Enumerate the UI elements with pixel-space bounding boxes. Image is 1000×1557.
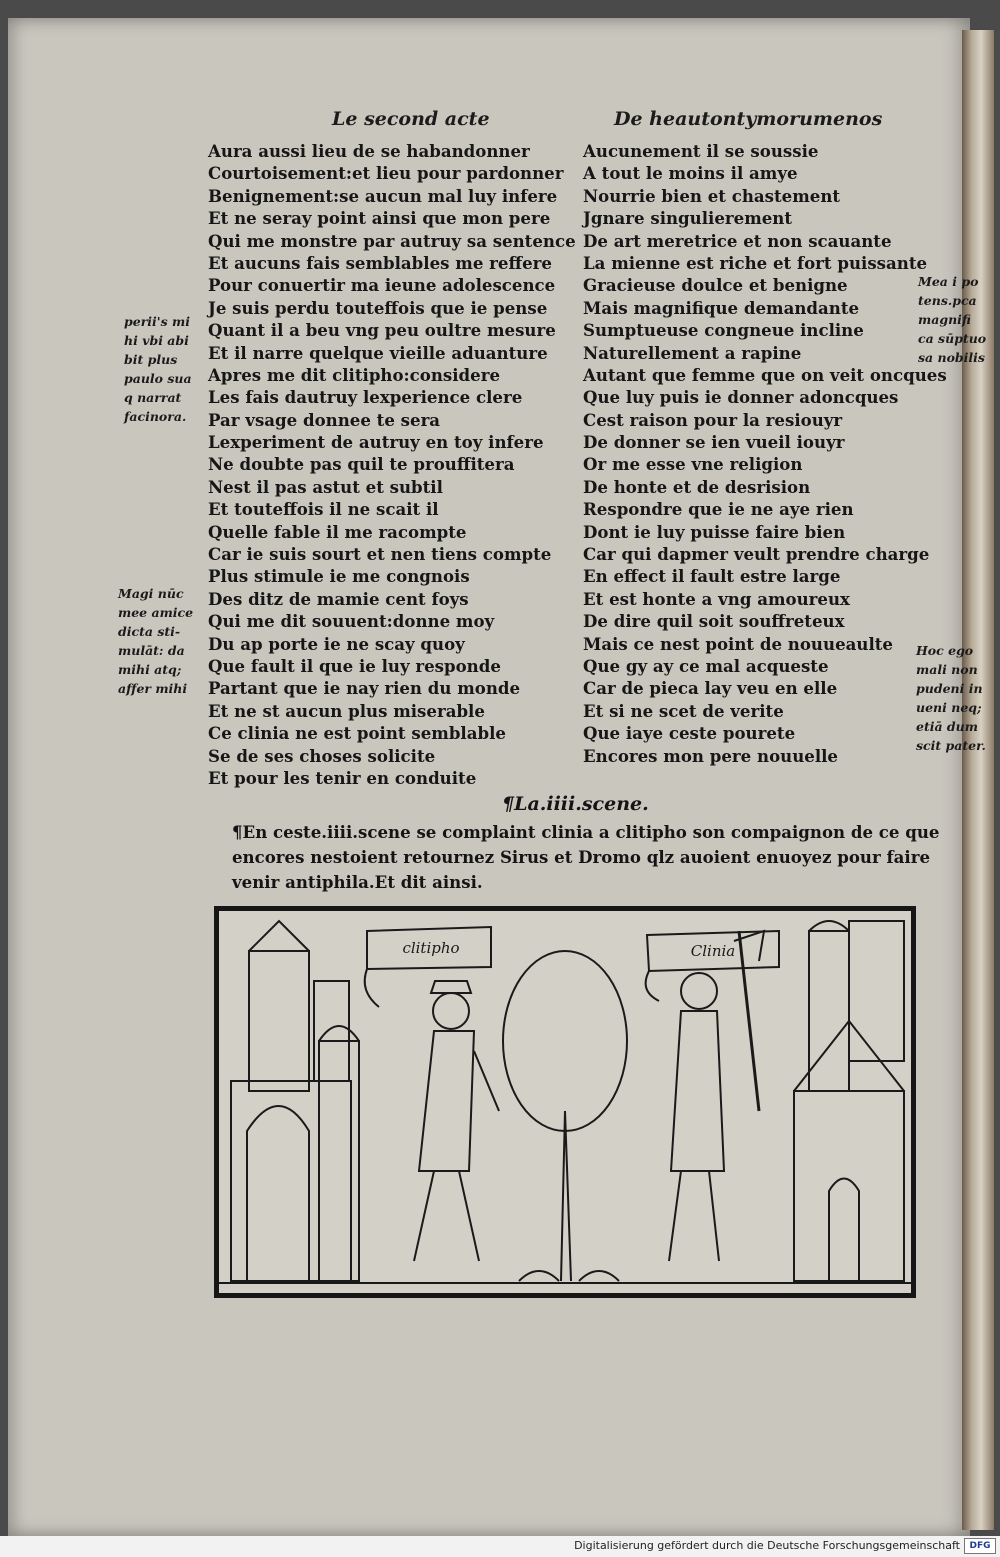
verse-line: Les fais dautruy lexperience clere [208,387,523,408]
marginal-gloss-right-1 [918,272,986,367]
banner-right-label: Clinia [690,942,736,960]
scene-argument [232,820,940,895]
gloss-line: hi vbi abi [124,333,189,348]
tree-trunk [561,1111,571,1281]
verse-line: Aura aussi lieu de se habandonner [208,141,530,161]
verse-line: Autant que femme que on veit oncques [583,364,947,385]
gloss-line: mee amice [118,605,194,620]
gloss-line: mihi atq; [118,662,182,677]
footer-credit: Digitalisierung gefördert durch die Deutsche Forschungsgemeinschaft [574,1539,960,1552]
gloss-line: pudeni in [916,681,983,696]
verse-line: Qui me dit souuent:donne moy [208,611,495,632]
gloss-line: Magi nūc [118,586,184,601]
banner-left-label: clitipho [402,939,460,957]
verse-line: Plus stimule ie me congnois [208,566,470,587]
verse-line: Courtoisement:et lieu pour pardonner [208,163,564,184]
verse-line: Encores mon pere nouuelle [583,745,838,766]
verse-line: Benignement:se aucun mal luy infere [208,185,558,206]
verse-line: Jgnare singulierement [583,208,793,229]
page-edge [962,30,994,1530]
gloss-line: paulo sua [124,371,192,386]
gloss-line: ca sūptuo [918,331,987,346]
verse-line: Et il narre quelque vieille aduanture [208,342,548,363]
left-tower [249,951,309,1091]
running-header-left: Le second acte [332,108,490,130]
verse-line: Que gy ay ce mal acqueste [583,655,829,676]
verse-line: Du ap porte ie ne scay quoy [208,633,465,654]
scene-argument-line: encores nestoient retournez Sirus et Dromo qlz auoient enuoyez pour faire [232,847,931,867]
running-header-right: De heautontymorumenos [614,108,883,130]
scene-argument-line: ¶En ceste.iiii.scene se complaint clinia a clitipho son compaignon de ce que [232,822,940,842]
left-arch-door [247,1106,309,1281]
clinia-body [671,1011,724,1171]
verse-line: Et pour les tenir en conduite [208,767,477,788]
verse-line: A tout le moins il amye [583,163,798,184]
scene-argument-line: venir antiphila.Et dit ainsi. [232,872,483,892]
scene-title: ¶La.iiii.scene. [502,793,649,815]
verse-line: Cest raison pour la resiouyr [583,409,843,430]
verse-line: Que iaye ceste pourete [583,723,796,744]
verse-line: Que luy puis ie donner adoncques [583,387,899,408]
verse-line: Nourrie bien et chastement [583,185,841,206]
verse-line: Et touteffois il ne scait il [208,499,439,520]
gloss-line: scit pater. [916,738,986,753]
verse-line: Des ditz de mamie cent foys [208,588,469,609]
verse-line: Quant il a beu vng peu oultre mesure [208,320,556,341]
verse-line: En effect il fault estre large [583,566,841,587]
gloss-line: perii's mi [124,314,190,329]
verse-line: Mais magnifique demandante [583,297,860,318]
verse-line: Mais ce nest point de nouueaulte [583,633,893,654]
gloss-line: affer mihi [118,681,188,696]
gloss-line: ueni neq; [916,700,982,715]
clitipho-head [433,993,469,1029]
verse-column-left [208,140,576,789]
gloss-line: facinora. [124,409,187,424]
verse-line: Dont ie luy puisse faire bien [583,521,846,542]
tree-crown [503,951,627,1131]
verse-line: De art meretrice et non scauante [583,230,892,251]
gloss-line: magnifi [918,312,971,327]
marginal-gloss-left-1 [124,312,192,426]
verse-line: Sumptueuse congneue incline [583,320,864,341]
verse-line: Car de pieca lay veu en elle [583,678,838,699]
woodcut-illustration [214,906,916,1298]
verse-line: Car qui dapmer veult prendre charge [583,544,930,565]
verse-line: Se de ses choses solicite [208,745,436,766]
clinia-halberd [739,931,759,1111]
verse-line: Et ne seray point ainsi que mon pere [208,208,551,229]
gloss-line: mulāt: da [118,643,185,658]
gloss-line: etiā dum [916,719,978,734]
verse-line: Gracieuse doulce et benigne [583,275,848,296]
marginal-gloss-right-2 [916,641,986,755]
verse-line: Partant que ie nay rien du monde [208,678,521,699]
footer-bar [0,1536,1000,1557]
gloss-line: tens.pca [918,293,977,308]
verse-line: Et aucuns fais semblables me reffere [208,252,552,273]
clinia-head [681,973,717,1009]
verse-line: Et ne st aucun plus miserable [208,700,485,721]
verse-line: Et si ne scet de verite [583,700,784,721]
verse-line: Aucunement il se soussie [583,141,819,161]
verse-line: Pour conuertir ma ieune adolescence [208,275,556,296]
gloss-line: q narrat [124,390,182,405]
verse-line: De dire quil soit souffreteux [583,611,845,632]
right-tower [809,931,849,1091]
verse-line: Ne doubte pas quil te prouffitera [208,454,515,475]
verse-line: Lexperiment de autruy en toy infere [208,432,544,453]
right-house [794,1091,904,1281]
verse-line: Nest il pas astut et subtil [208,476,443,497]
dfg-logo-icon: DFG [964,1538,996,1554]
verse-line: La mienne est riche et fort puissante [583,252,928,273]
gloss-line: dicta sti- [118,624,181,639]
verse-line: Respondre que ie ne aye rien [583,499,854,520]
gloss-line: bit plus [124,352,178,367]
verse-line: Qui me monstre par autruy sa sentence [208,230,576,251]
verse-line: Par vsage donnee te sera [208,409,441,430]
verse-line: Je suis perdu touteffois que ie pense [208,297,548,318]
gloss-line: mali non [916,662,978,677]
verse-line: Naturellement a rapine [583,342,802,363]
clitipho-body [419,1031,474,1171]
verse-column-right [583,140,947,767]
verse-line: Ce clinia ne est point semblable [208,723,506,744]
verse-line: Et est honte a vng amoureux [583,588,850,609]
verse-line: Car ie suis sourt et nen tiens compte [208,544,552,565]
verse-line: De honte et de desrision [583,476,811,497]
marginal-gloss-left-2 [118,584,193,698]
verse-line: De donner se ien vueil iouyr [583,432,845,453]
verse-line: Que fault il que ie luy responde [208,655,501,676]
gloss-line: sa nobilis [918,350,985,365]
verse-line: Or me esse vne religion [583,454,803,475]
woodcut-drawing [219,911,911,1293]
verse-line: Quelle fable il me racompte [208,521,467,542]
gloss-line: Hoc ego [916,643,974,658]
gloss-line: Mea i po [918,274,979,289]
verse-line: Apres me dit clitipho:considere [208,364,501,385]
